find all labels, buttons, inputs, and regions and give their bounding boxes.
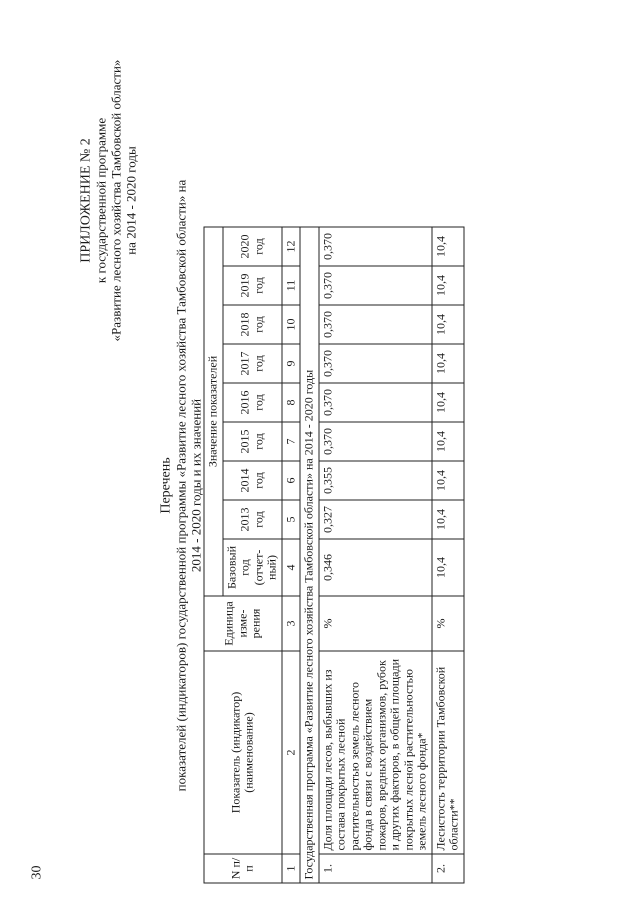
column-number: 12 (281, 227, 300, 266)
heading-line-2: 2014 - 2020 годы и их значений (188, 398, 203, 572)
year-value: 0,370 (318, 422, 431, 461)
indicator-name: Лесистость территории Тамбовской области** (431, 651, 463, 854)
header-row (204, 227, 223, 883)
section-title: Государственная программа «Развитие лесного хозяйства Тамбовской области» на 2014 - 2020 годы (300, 227, 319, 883)
header-year: 2013 год (222, 500, 281, 539)
header-year: 2020 год (222, 227, 281, 266)
heading-line-1: показателей (индикаторов) государственной программы «Развитие лесного хозяйства Тамбовской области» на (173, 179, 188, 791)
year-value: 0,370 (318, 305, 431, 344)
column-number: 11 (281, 266, 300, 305)
header-values-group: Значение показателей (204, 227, 223, 596)
column-number: 6 (281, 461, 300, 500)
year-value: 0,370 (318, 227, 431, 266)
header-year: 2014 год (222, 461, 281, 500)
header-year: 2019 год (222, 266, 281, 305)
column-number: 10 (281, 305, 300, 344)
year-value: 10,4 (431, 266, 463, 305)
header-year: 2017 год (222, 344, 281, 383)
column-number: 9 (281, 344, 300, 383)
indicators-table (203, 226, 464, 883)
row-number: 1. (318, 854, 431, 883)
header-base-year: Базовый год (отчет-ный) (222, 539, 281, 596)
table-row (318, 227, 431, 883)
column-number: 7 (281, 422, 300, 461)
header-year: 2018 год (222, 305, 281, 344)
header-num: N п/п (204, 854, 282, 883)
appendix-line-1: к государственной программе (93, 117, 108, 283)
appendix-line-2: «Развитие лесного хозяйства Тамбовской области» (108, 59, 123, 341)
header-unit: Единица изме-рения (204, 596, 282, 651)
year-value: 0,355 (318, 461, 431, 500)
year-value: 10,4 (431, 461, 463, 500)
year-value: 10,4 (431, 422, 463, 461)
column-number-row (281, 227, 300, 883)
row-number: 2. (431, 854, 463, 883)
column-number: 1 (281, 854, 300, 883)
year-value: 10,4 (431, 500, 463, 539)
year-value: 10,4 (431, 227, 463, 266)
table-row (431, 227, 463, 883)
year-value: 10,4 (431, 305, 463, 344)
year-value: 10,4 (431, 344, 463, 383)
year-value: 0,370 (318, 266, 431, 305)
base-value: 0,346 (318, 539, 431, 596)
year-value: 0,327 (318, 500, 431, 539)
column-number: 2 (281, 651, 300, 854)
page-number: 30 (29, 865, 44, 879)
year-value: 10,4 (431, 383, 463, 422)
indicator-name: Доля площади лесов, выбывших из состава покрытых лесной растительностью земель лесного фонда в связи с воздействием пожаров, вредных организмов, рубок и других факторов, в общей площади покрытых лесной растительностью земель лесного фонда* (318, 651, 431, 854)
base-value: 10,4 (431, 539, 463, 596)
appendix-line-3: на 2014 - 2020 годы (123, 145, 138, 255)
unit-cell: % (318, 596, 431, 651)
unit-cell: % (431, 596, 463, 651)
appendix-title: ПРИЛОЖЕНИЕ № 2 (78, 137, 93, 263)
heading-title: Перечень (158, 456, 173, 514)
document-heading (158, 155, 203, 815)
column-number: 3 (281, 596, 300, 651)
section-row (300, 227, 319, 883)
column-number: 8 (281, 383, 300, 422)
header-indicator: Показатель (индикатор) (наименование) (204, 651, 282, 854)
appendix-block (78, 35, 138, 365)
year-value: 0,370 (318, 344, 431, 383)
column-number: 4 (281, 539, 300, 596)
header-year: 2016 год (222, 383, 281, 422)
year-value: 0,370 (318, 383, 431, 422)
column-number: 5 (281, 500, 300, 539)
header-year: 2015 год (222, 422, 281, 461)
